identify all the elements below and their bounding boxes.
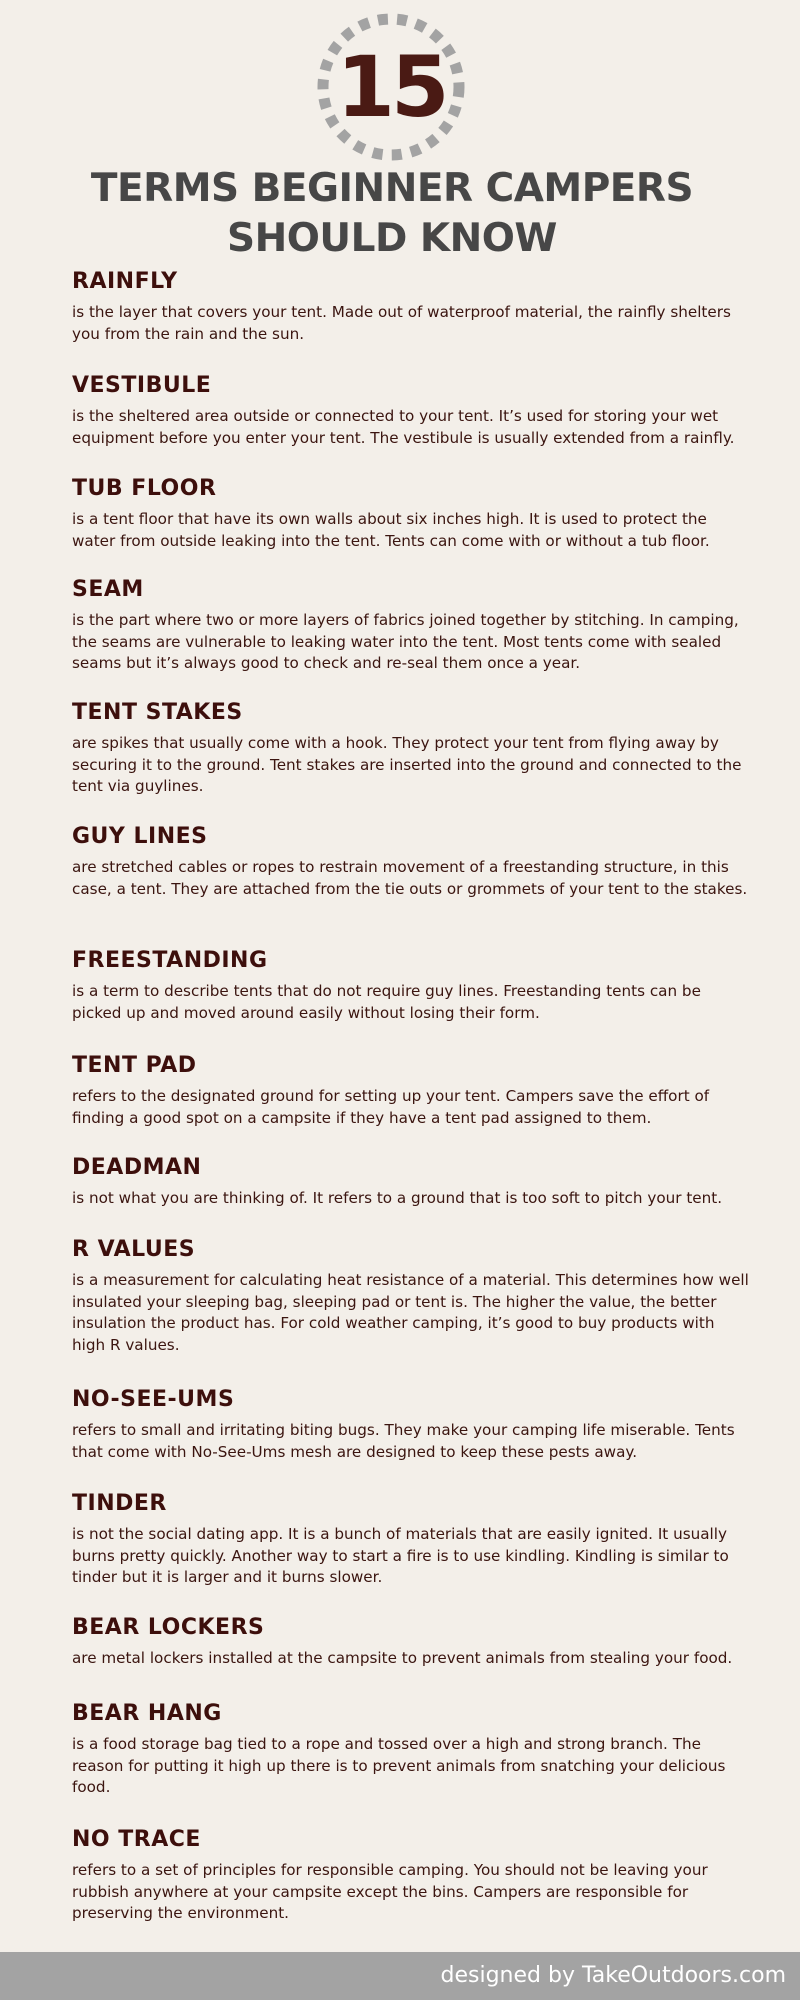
term-item — [72, 1154, 752, 1210]
number-badge — [316, 12, 466, 162]
term-item — [72, 1236, 752, 1356]
badge-number: 15 — [336, 38, 446, 136]
term-definition: is a term to describe tents that do not require guy lines. Freestanding tents can be picked up and moved around easily without losing their form. — [72, 982, 701, 1022]
term-definition: are metal lockers installed at the campsite to prevent animals from stealing your food. — [72, 1649, 733, 1667]
term-heading: RAINFLY — [72, 269, 178, 294]
term-heading: TENT STAKES — [72, 700, 243, 725]
term-definition: refers to small and irritating biting bugs. They make your camping life miserable. Tents that come with No-See-Ums mesh are designed to keep these pests away. — [72, 1421, 735, 1461]
term-item — [72, 1490, 752, 1589]
term-heading: NO TRACE — [72, 1827, 201, 1852]
term-definition: are spikes that usually come with a hook. They protect your tent from flying away by securing it to the ground. Tent stakes are inserted into the ground and connected to the tent via guylines. — [72, 734, 742, 795]
term-item — [72, 947, 752, 1024]
term-definition: is not the social dating app. It is a bunch of materials that are easily ignited. It usually burns pretty quickly. Another way to start a fire is to use kindling. Kindling is similar to tinder but it is larger and it burns slower. — [72, 1525, 729, 1586]
term-definition: refers to the designated ground for setting up your tent. Campers save the effort of finding a good spot on a campsite if they have a tent pad assigned to them. — [72, 1087, 710, 1127]
term-item — [72, 1614, 752, 1670]
term-heading: TENT PAD — [72, 1053, 197, 1078]
term-heading: NO-SEE-UMS — [72, 1387, 235, 1412]
term-heading: R VALUES — [72, 1237, 196, 1262]
term-heading: DEADMAN — [72, 1155, 202, 1180]
term-definition: is the layer that covers your tent. Made out of waterproof material, the rainfly shelters you from the rain and the sun. — [72, 303, 731, 343]
term-heading: TUB FLOOR — [72, 476, 217, 501]
page-title — [0, 164, 784, 264]
title-line-2: SHOULD KNOW — [227, 216, 557, 261]
term-definition: is not what you are thinking of. It refers to a ground that is too soft to pitch your tent. — [72, 1189, 723, 1207]
term-definition: is a measurement for calculating heat resistance of a material. This determines how well insulated your sleeping bag, sleeping pad or tent is. The higher the value, the better insulation the product has. For cold weather camping, it’s good to buy products with high R values. — [72, 1271, 749, 1354]
term-item — [72, 475, 752, 552]
term-heading: GUY LINES — [72, 824, 208, 849]
title-line-1: TERMS BEGINNER CAMPERS — [90, 166, 694, 211]
term-definition: are stretched cables or ropes to restrain movement of a freestanding structure, in this case, a tent. They are attached from the tie outs or grommets of your tent to the stakes. — [72, 858, 748, 898]
term-heading: TINDER — [72, 1491, 167, 1516]
term-definition: is the part where two or more layers of fabrics joined together by stitching. In camping, the seams are vulnerable to leaking water into the tent. Most tents come with sealed seams but it’s always good to check and re-seal them once a year. — [72, 611, 739, 672]
term-definition: is a food storage bag tied to a rope and tossed over a high and strong branch. The reason for putting it high up there is to prevent animals from snatching your delicious food. — [72, 1735, 726, 1796]
term-item — [72, 1826, 752, 1925]
term-heading: FREESTANDING — [72, 948, 268, 973]
term-item — [72, 576, 752, 675]
footer-credit: designed by TakeOutdoors.com — [440, 1963, 786, 1988]
footer-bar — [0, 1952, 800, 2000]
term-definition: refers to a set of principles for responsible camping. You should not be leaving your rubbish anywhere at your campsite except the bins. Campers are responsible for preserving the environment. — [72, 1861, 708, 1922]
term-item — [72, 268, 752, 345]
term-heading: SEAM — [72, 577, 144, 602]
term-item — [72, 699, 752, 798]
term-definition: is a tent floor that have its own walls about six inches high. It is used to protect the water from outside leaking into the tent. Tents can come with or without a tub floor. — [72, 510, 710, 550]
term-heading: BEAR LOCKERS — [72, 1615, 265, 1640]
term-item — [72, 1052, 752, 1129]
term-item — [72, 823, 752, 900]
term-heading: BEAR HANG — [72, 1701, 222, 1726]
term-item — [72, 1386, 752, 1463]
term-definition: is the sheltered area outside or connected to your tent. It’s used for storing your wet equipment before you enter your tent. The vestibule is usually extended from a rainfly. — [72, 407, 735, 447]
term-item — [72, 1700, 752, 1799]
term-heading: VESTIBULE — [72, 373, 212, 398]
term-item — [72, 372, 752, 449]
